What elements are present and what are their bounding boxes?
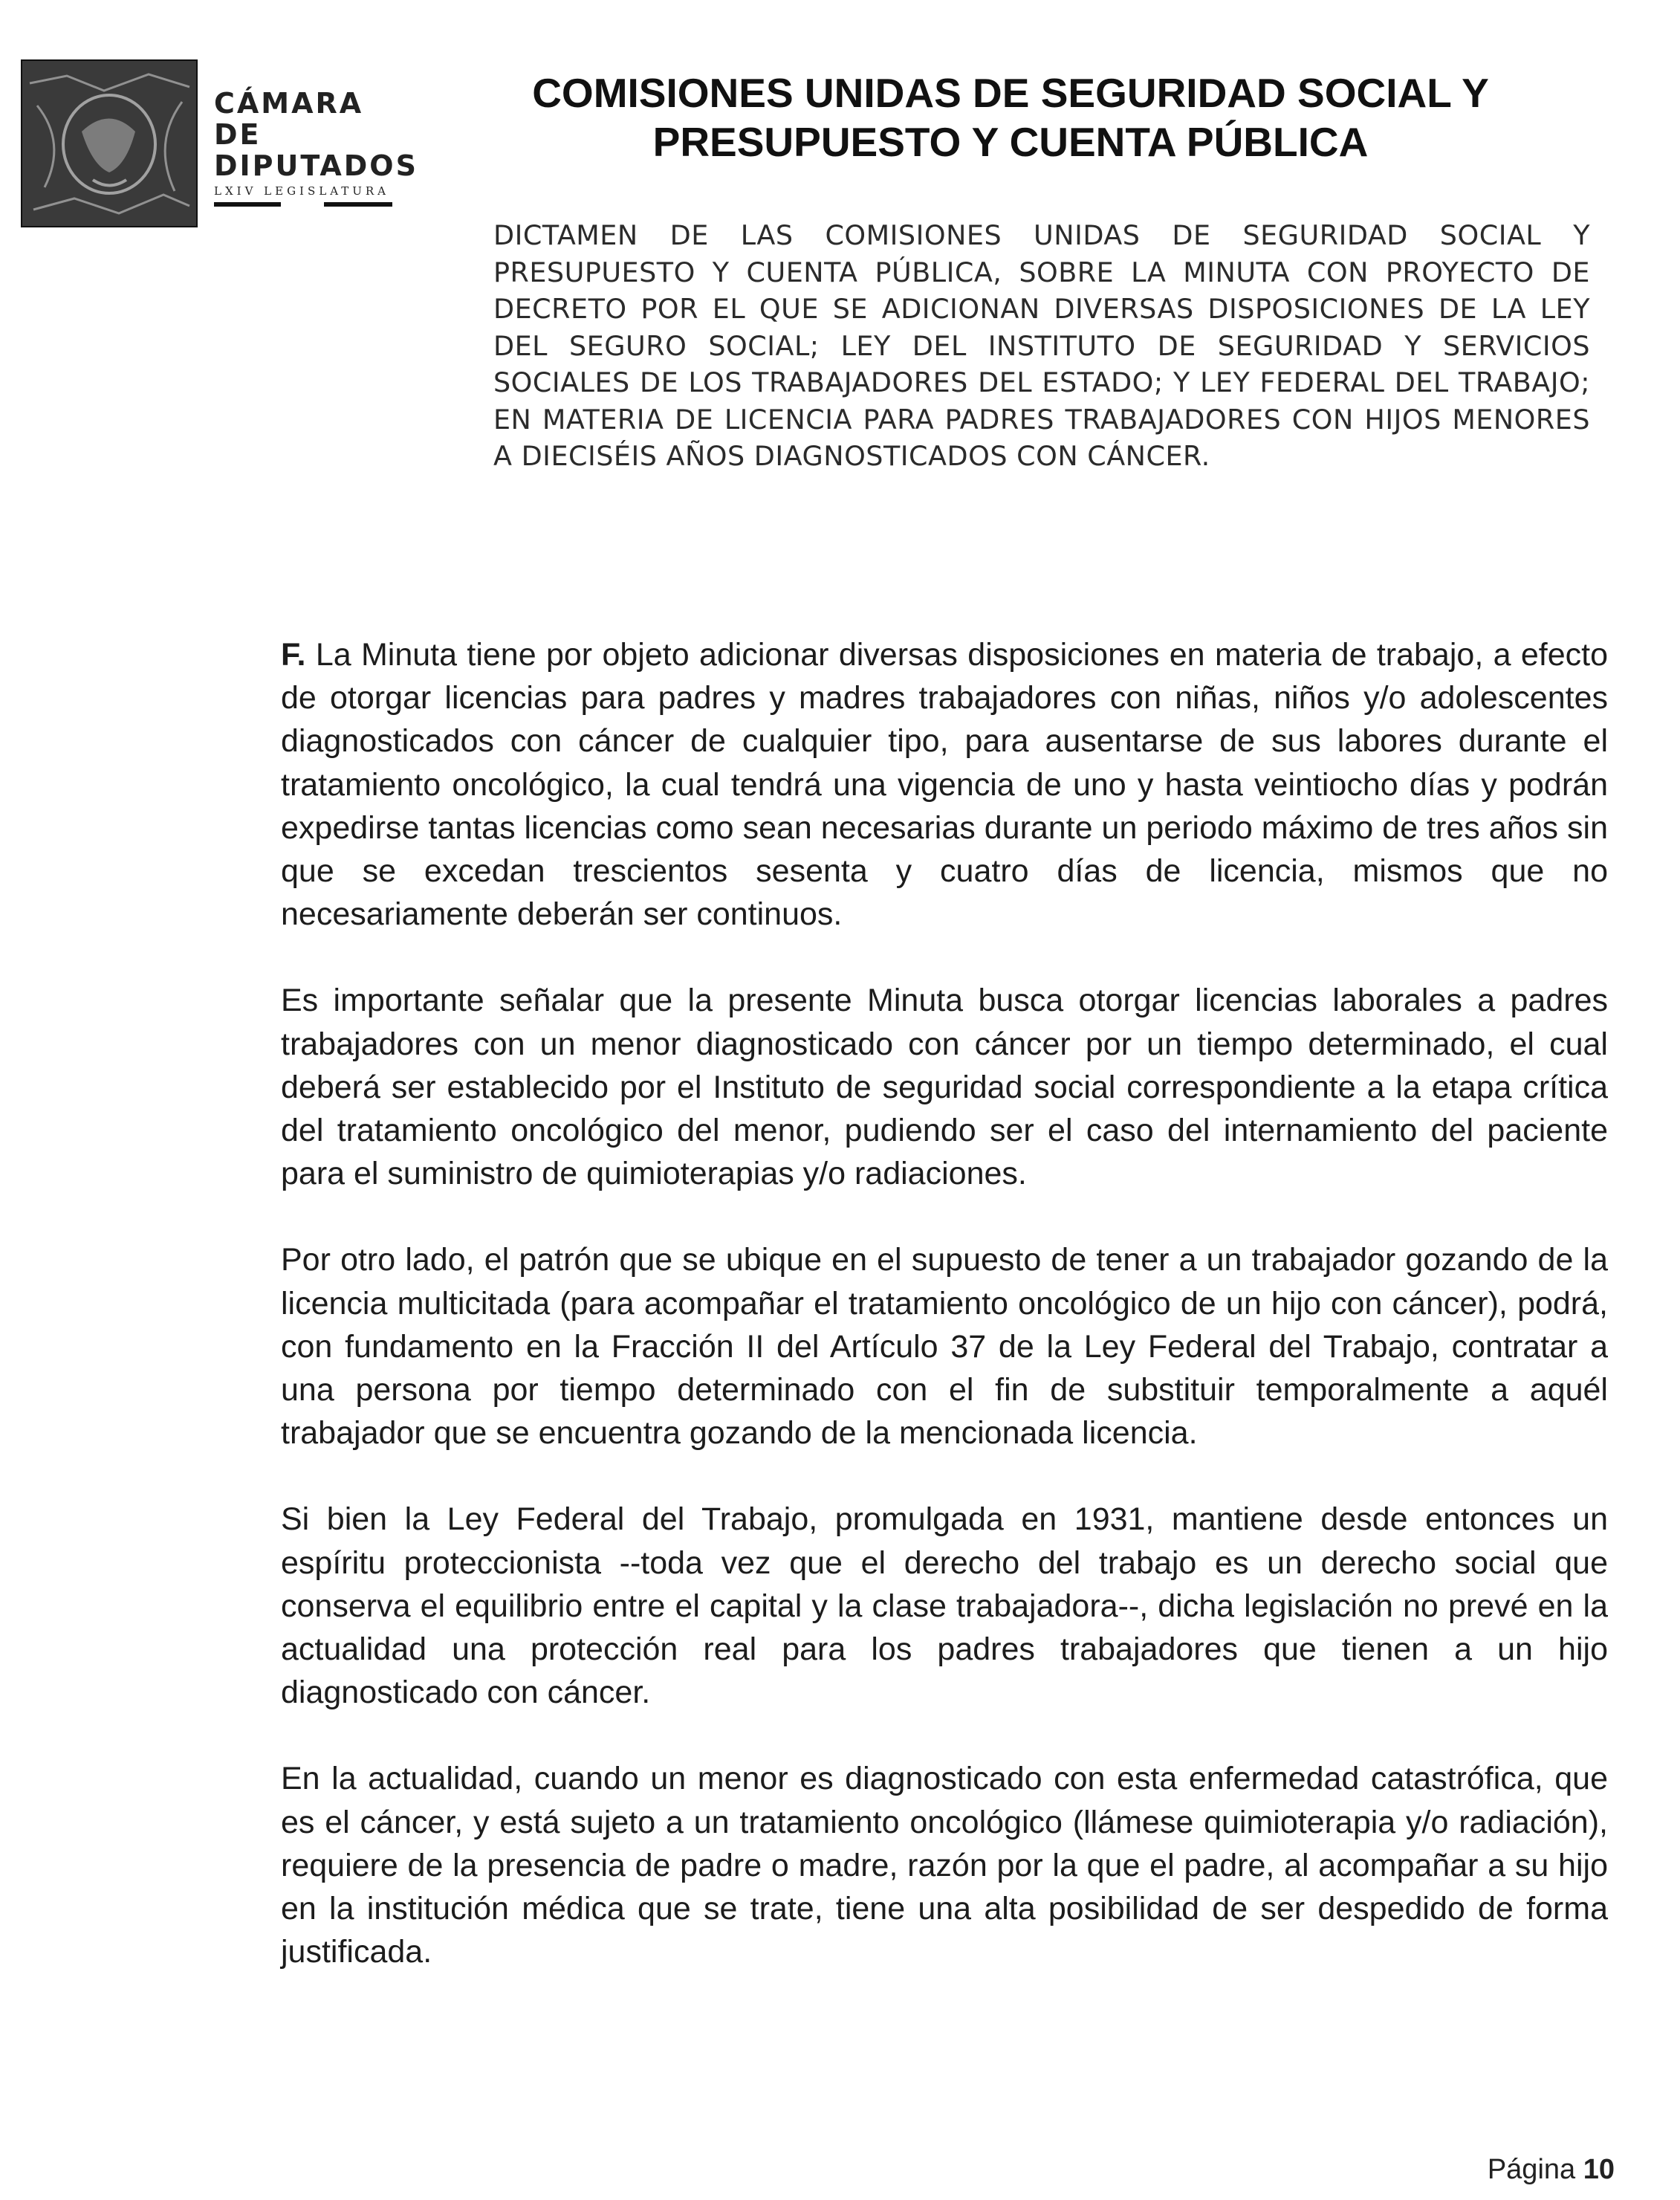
- body-paragraph: Si bien la Ley Federal del Trabajo, promulgada en 1931, mantiene desde entonces un espíritu proteccionista --toda vez que el derecho del trabajo es un derecho social que conserva el equilibrio entre el capital y la clase trabajadora--, dicha legislación no prevé en la actualidad una protección real para los padres trabajadores que tienen a un hijo diagnosticado con cáncer.: [281, 1501, 1608, 1711]
- commission-title: COMISIONES UNIDAS DE SEGURIDAD SOCIAL Y PRESUPUESTO Y CUENTA PÚBLICA: [532, 70, 1489, 165]
- logo-text-legislatura: LXIV LEGISLATURA: [214, 184, 390, 198]
- paragraph-text: La Minuta tiene por objeto adicionar diversas disposiciones en materia de trabajo, a efecto de otorgar licencias para padres y madres trabajadores con niñas, niños y/o adolescentes diagnosticados con cáncer de cualquier tipo, para ausentarse de sus labores durante el tratamiento oncológico, la cual tendrá una vigencia de uno y hasta veintiocho días y podrán expedirse tantas licencias como sean necesarias durante un periodo máximo de tres años sin que se excedan trescientos sesenta y cuatro días de licencia, mismos que no necesariamente deberán ser continuos.: [281, 637, 1609, 933]
- section-letter: F.: [281, 637, 306, 673]
- body-paragraph: [281, 633, 1608, 936]
- eagle-seal-icon: [22, 61, 196, 226]
- body-paragraph: Es importante señalar que la presente Minuta busca otorgar licencias laborales a padres trabajadores con un menor diagnosticado con cáncer por un tiempo determinado, el cual deberá ser establecido por el Instituto de seguridad social correspondiente a la etapa crítica del tratamiento oncológico del menor, pudiendo ser el caso del internamiento del paciente para el suministro de quimioterapias y/o radiaciones.: [281, 983, 1608, 1192]
- page-footer: [1488, 2154, 1615, 2186]
- document-body: [281, 633, 1608, 2016]
- page-label: Página: [1487, 2154, 1576, 2185]
- body-paragraph: En la actualidad, cuando un menor es diagnosticado con esta enfermedad catastrófica, que es el cáncer, y está sujeto a un tratamiento oncológico (llámese quimioterapia y/o radiación), requiere de la presencia de padre o madre, razón por la que el padre, al acompañar a su hijo en la institución médica que se trate, tiene una alta posibilidad de ser despedido de forma justificada.: [281, 1761, 1608, 1970]
- logo-bar-right: [324, 202, 392, 207]
- logo-decorative-bars: [214, 202, 392, 207]
- page-number: 10: [1583, 2154, 1615, 2185]
- logo-text-line1: CÁMARA DE: [214, 87, 364, 151]
- camara-seal-logo: [21, 59, 198, 227]
- camara-logo-text: [214, 87, 418, 207]
- body-paragraph: Por otro lado, el patrón que se ubique en el supuesto de tener a un trabajador gozando de la licencia multicitada (para acompañar el tratamiento oncológico de un hijo con cáncer), podrá, con fundamento en la Fracción II del Artículo 37 de la Ley Federal del Trabajo, contratar a una persona por tiempo determinado con el fin de substituir temporalmente a aquél trabajador que se encuentra gozando de la mencionada licencia.: [281, 1242, 1608, 1452]
- logo-text-line2: DIPUTADOS: [214, 149, 418, 182]
- logo-bar-left: [214, 202, 281, 207]
- dictamen-title: DICTAMEN DE LAS COMISIONES UNIDAS DE SEGURIDAD SOCIAL Y PRESUPUESTO Y CUENTA PÚBLICA, SOBRE LA MINUTA CON PROYECTO DE DECRETO POR EL QUE SE ADICIONAN DIVERSAS DISPOSICIONES DE LA LEY DEL SEGURO SOCIAL; LEY DEL INSTITUTO DE SEGURIDAD Y SERVICIOS SOCIALES DE LOS TRABAJADORES DEL ESTADO; Y LEY FEDERAL DEL TRABAJO; EN MATERIA DE LICENCIA PARA PADRES TRABAJADORES CON HIJOS MENORES A DIECISÉIS AÑOS DIAGNOSTICADOS CON CÁNCER.: [493, 219, 1590, 472]
